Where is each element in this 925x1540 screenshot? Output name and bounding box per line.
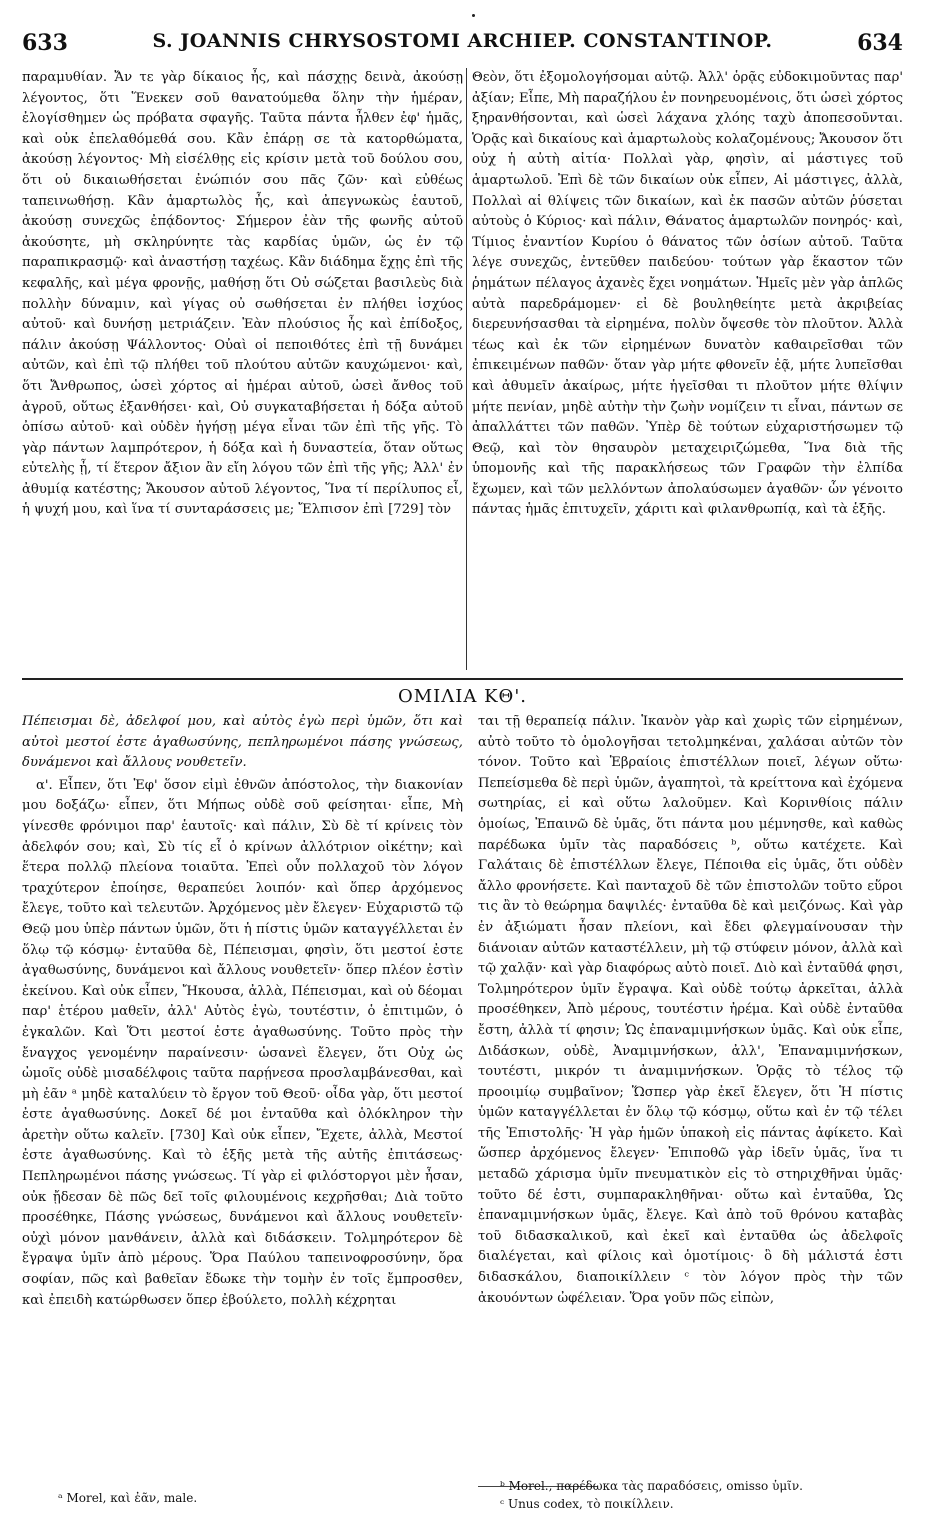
column-upper-right-text: Θεὸν, ὅτι ἐξομολογήσομαι αὐτῷ. Ἀλλ' ὁρᾷς εὐδοκιμοῦντας παρ' ἀξίαν; Εἶπε, Μὴ παραζήλου ἐν πονηρευομένοις, ὅτι ὡσεὶ χόρτος ξηρανθήσονται, καὶ ὡσεὶ λάχανα χλόης ταχὺ ἀποπεσοῦνται. Ὁρᾷς καὶ δικαίους καὶ ἁμαρτωλοὺς κολαζομένους; Ἄκουσον ὅτι οὐχ ἡ αὐτὴ αἰτία· Πολλαὶ γὰρ, φησὶν, αἱ μάστιγες τοῦ ἁμαρτωλοῦ. Ἐπὶ δὲ τῶν δικαίων οὐκ εἶπεν, Αἱ μάστιγες, ἀλλὰ, Πολλαὶ αἱ θλίψεις τῶν δικαίων, καὶ ἐκ πασῶν αὐτῶν ῥύσεται αὐτοὺς ὁ Κύριος· καὶ πάλιν, Θάνατος ἁμαρτωλῶν πονηρός· καὶ, Τίμιος ἐναντίον Κυρίου ὁ θάνατος τῶν ὁσίων αὐτοῦ. Ταῦτα λέγε συνεχῶς, ἐντεῦθεν παιδεύου· τούτων γὰρ ἕκαστον τῶν ῥημάτων πέλαγος ἀχανὲς ἔχει νοημάτων. Ἡμεῖς μὲν γὰρ ἁπλῶς αὐτὰ παρεδράμομεν· εἰ δὲ βουληθείητε μετὰ ἀκριβείας διερευνήσασθαι τὰ εἰρημένα, πολὺν ὄψεσθε τὸν πλοῦτον. Ἀλλὰ τέως καὶ ἐκ τῶν εἰρημένων δυνατὸν καθαιρεῖσθαι τῶν ἐπικειμένων παθῶν· ὅταν γὰρ μήτε φθονεῖν ἐᾷ, μήτε λυπεῖσθαι καὶ ἀθυμεῖν ἀκαίρως, μήτε ἡγεῖσθαι τι πλοῦτον μήτε θλίψιν μήτε πενίαν, μηδὲ αὐτὴν τὴν ζωὴν νομίζειν τι εἶναι, πάντων σε ἀπαλλάττει τῶν παθῶν. Ὑπὲρ δὲ τούτων εὐχαριστήσωμεν τῷ Θεῷ, καὶ τὸν θησαυρὸν μεταχειριζώμεθα, Ἵνα διὰ τῆς ὑπομονῆς καὶ τῆς παρακλήσεως τῶν Γραφῶν τὴν ἐλπίδα ἔχωμεν, καὶ τῶν μελλόντων ἀπολαύσωμεν ἀγαθῶν· ὧν γένοιτο πάντας ἡμᾶς ἐπιτυχεῖν, χάριτι καὶ φιλανθρωπίᾳ, καὶ τὰ ἑξῆς.: [472, 70, 903, 518]
column-lower-right: [478, 712, 903, 1484]
column-lower-right-text: ται τῇ θεραπείᾳ πάλιν. Ἱκανὸν γὰρ καὶ χωρὶς τῶν εἰρημένων, αὐτὸ τοῦτο τὸ ὁμολογῆσαι τετολμηκέναι, χαλάσαι αὐτῶν τὸν τόνον. Τοῦτο καὶ Ἑβραίοις ἐπιστέλλων ποιεῖ, λέγων οὕτω· Πεπείσμεθα δὲ περὶ ὑμῶν, ἀγαπητοὶ, τὰ κρείττονα καὶ ἐχόμενα σωτηρίας, εἰ καὶ οὕτω λαλοῦμεν. Καὶ Κορινθίοις πάλιν ὁμοίως, Ἐπαινῶ δὲ ὑμᾶς, ὅτι πάντα μου μέμνησθε, καὶ καθὼς παρέδωκα ὑμῖν τὰς παραδόσεις ᵇ, οὕτω κατέχετε. Καὶ Γαλάταις δὲ ἐπιστέλλων ἔλεγε, Πέποιθα εἰς ὑμᾶς, ὅτι οὐδὲν ἄλλο φρονήσετε. Καὶ πανταχοῦ δὲ τῶν ἐπιστολῶν τοῦτο εὕροι τις ἂν τὸ θεώρημα δαψιλές· ἐνταῦθα δὲ καὶ μειζόνως. Καὶ γὰρ ἐν ἀξιώματι ἦσαν πλείονι, καὶ ἔδει φλεγμαίνουσαν τὴν διάνοιαν αὐτῶν καταστέλλειν, μὴ τῷ στύφειν μόνον, ἀλλὰ καὶ τῷ χαλᾷν· καὶ γὰρ διαφόρως αὐτὸ ποιεῖ. Διὸ καὶ ἐνταῦθά φησι, Τολμηρότερον ὑμῖν ἔγραψα. Καὶ οὐδὲ τούτῳ ἀρκεῖται, ἀλλὰ προσέθηκεν, Ἀπὸ μέρους, τουτέστιν ἠρέμα. Καὶ οὐδὲ ἐνταῦθα ἔστη, ἀλλὰ τί φησιν; Ὡς ἐπαναμιμνήσκων ὑμᾶς. Καὶ οὐκ εἶπε, Διδάσκων, οὐδὲ, Ἀναμιμνήσκων, ἀλλ', Ἐπαναμιμνήσκων, τουτέστι, μικρόν τι ἀναμιμνήσκων. Ὁρᾷς τὸ τέλος τῷ προοιμίῳ συμβαῖνον; Ὥσπερ γὰρ ἐκεῖ ἔλεγεν, ὅτι Ἡ πίστις ὑμῶν καταγγέλλεται ἐν ὅλῳ τῷ κόσμῳ, οὕτω καὶ ἐν τῷ τέλει τῆς Ἐπιστολῆς· Ἡ γὰρ ἡμῶν ὑπακοὴ εἰς πάντας ἀφίκετο. Καὶ ὥσπερ ἀρχόμενος ἔλεγεν· Ἐπιποθῶ γὰρ ἰδεῖν ὑμᾶς, ἵνα τι μεταδῶ χάρισμα ὑμῖν πνευματικὸν εἰς τὸ στηριχθῆναι ὑμᾶς· τοῦτο δέ ἐστι, συμπαρακληθῆναι· οὕτω καὶ ἐνταῦθα, Ὡς ἐπαναμιμνήσκων ὑμᾶς, ἔλεγε. Καὶ ἀπὸ τοῦ θρόνου καταβὰς τοῦ διδασκαλικοῦ, καὶ ἐκεῖ καὶ ἐνταῦθα ὡς ἀδελφοῖς διαλέγεται, καὶ φίλοις καὶ ὁμοτίμοις· ὃ δὴ μάλιστά ἐστι διδασκάλου, διαποικίλλειν ᶜ τὸν λόγον πρὸς τὴν τῶν ἀκουόντων ὠφέλειαν. Ὅρα γοῦν πῶς εἰπὼν,: [478, 714, 903, 1306]
footnote-b: ᵇ Morel., παρέδωκα τὰς παραδόσεις, omisso ὑμῖν.: [500, 1479, 803, 1493]
column-upper-left: [22, 68, 463, 668]
footnote-a: ᵃ Morel, καὶ ἐᾶν, male.: [58, 1491, 198, 1505]
lemma-text: Πέπεισμαι δὲ, ἀδελφοί μου, καὶ αὐτὸς ἐγὼ περὶ ὑμῶν, ὅτι καὶ αὐτοὶ μεστοί ἐστε ἀγαθωσύνης, πεπληρωμένοι πάσης γνώσεως, δυνάμενοι καὶ ἄλλους νουθετεῖν.: [22, 714, 463, 771]
page-number-right: 634: [857, 30, 903, 56]
column-upper-left-text: παραμυθίαν. Ἄν τε γὰρ δίκαιος ἦς, καὶ πάσχῃς δεινὰ, ἀκούσῃ λέγοντος, ὅτι Ἕνεκεν σοῦ θανατούμεθα ὅλην τὴν ἡμέραν, ἐλογίσθημεν ὡς πρόβατα σφαγῆς. Ταῦτα πάντα ἦλθεν ἐφ' ἡμᾶς, καὶ οὐκ ἐπελαθόμεθά σου. Κἂν ἐπάρῃ σε τὰ κατορθώματα, ἀκούσῃ λέγοντος· Μὴ εἰσέλθῃς εἰς κρίσιν μετὰ τοῦ δούλου σου, ὅτι οὐ δικαιωθήσεται ἐνώπιόν σου πᾶς ζῶν· καὶ εὐθέως ταπεινωθήσῃ. Κἂν ἁμαρτωλὸς ἦς, καὶ ἀπεγνωκὼς ἑαυτοῦ, ἀκούσῃ συνεχῶς ἐπᾴδοντος· Σήμερον ἐὰν τῆς φωνῆς αὐτοῦ ἀκούσητε, μὴ σκληρύνητε τὰς καρδίας ὑμῶν, ὡς ἐν τῷ παραπικρασμῷ· καὶ ἀναστήσῃ ταχέως. Κἂν διάδημα ἔχῃς ἐπὶ τῆς κεφαλῆς, καὶ μέγα φρονῇς, μαθήσῃ ὅτι Οὐ σώζεται βασιλεὺς διὰ πολλὴν δύναμιν, καὶ γίγας οὐ σωθήσεται ἐν πλήθει ἰσχύος αὐτοῦ· καὶ δυνήσῃ μετριάζειν. Ἐὰν πλούσιος ἦς καὶ ἐπίδοξος, πάλιν ἀκούσῃ Ψάλλοντος· Οὐαὶ οἱ πεποιθότες ἐπὶ τῇ δυνάμει αὐτῶν, καὶ ἐπὶ τῷ πλήθει τοῦ πλούτου αὐτῶν καυχώμενοι· καὶ, ὅτι Ἄνθρωπος, ὡσεὶ χόρτος αἱ ἡμέραι αὐτοῦ, ὡσεὶ ἄνθος τοῦ ἀγροῦ, οὕτως ἐξανθήσει· καὶ, Οὐ συγκαταβήσεται ἡ δόξα αὐτοῦ ὀπίσω αὐτοῦ· καὶ οὐδὲν ἡγήσῃ μέγα εἶναι τῶν ἐπὶ τῆς γῆς. Τὸ γὰρ πάντων λαμπρότερον, ἡ δόξα καὶ ἡ δυναστεία, ὅταν οὕτως εὐτελὴς ᾖ, τί ἕτερον ἄξιον ἂν εἴη λόγου τῶν ἐπὶ τῆς γῆς; Ἀλλ' ἐν ἀθυμίᾳ κατέστης; Ἄκουσον αὐτοῦ λέγοντος, Ἵνα τί περίλυπος εἶ, ἡ ψυχή μου, καὶ ἵνα τί συνταράσσεις με; Ἔλπισον ἐπὶ [729] τὸν: [22, 70, 463, 518]
footnote-c: ᶜ Unus codex, τὸ ποικίλλειν.: [500, 1497, 674, 1511]
column-lower-left: [22, 712, 463, 1484]
column-upper-right: [472, 68, 903, 668]
running-title: S. JOANNIS CHRYSOSTOMI ARCHIEP. CONSTANTINOP.: [152, 30, 773, 52]
printer-dot: [472, 14, 475, 17]
column-divider: [466, 68, 467, 670]
page-number-left: 633: [22, 30, 68, 56]
page-header: [22, 30, 903, 60]
homily-heading: ΟΜΙΛΙΑ ΚΘ'.: [397, 686, 527, 707]
column-lower-left-text: α'. Εἶπεν, ὅτι Ἐφ' ὅσον εἰμὶ ἐθνῶν ἀπόστολος, τὴν διακονίαν μου δοξάζω· εἶπεν, ὅτι Μήπως οὐδὲ σοῦ φείσηται· εἶπε, Μὴ γίνεσθε φρόνιμοι παρ' ἑαυτοῖς· καὶ πάλιν, Σὺ δὲ τί κρίνεις τὸν ἀδελφόν σου; καὶ, Σὺ τίς εἶ ὁ κρίνων ἀλλότριον οἰκέτην; καὶ ἕτερα πολλῷ πλείονα τοιαῦτα. Ἐπεὶ οὖν πολλαχοῦ τὸν λόγον τραχύτερον ἐποίησε, θεραπεύει λοιπόν· καὶ ὅπερ ἀρχόμενος ἔλεγε, τοῦτο καὶ τελευτῶν. Ἀρχόμενος μὲν ἔλεγεν· Εὐχαριστῶ τῷ Θεῷ μου ὑπὲρ πάντων ὑμῶν, ὅτι ἡ πίστις ὑμῶν καταγγέλλεται ἐν ὅλῳ τῷ κόσμῳ· ἐνταῦθα δὲ, Πέπεισμαι, φησὶν, ὅτι μεστοί ἐστε ἀγαθωσύνης, δυνάμενοι καὶ ἄλλους νουθετεῖν· ὅπερ πλέον ἐστὶν ἐκείνου. Καὶ οὐκ εἶπεν, Ἤκουσα, ἀλλὰ, Πέπεισμαι, καὶ οὐ δέομαι παρ' ἑτέρου μαθεῖν, ἀλλ' Αὐτὸς ἐγὼ, τουτέστιν, ὁ ἐπιτιμῶν, ὁ ἐγκαλῶν. Καὶ Ὅτι μεστοί ἐστε ἀγαθωσύνης. Τοῦτο πρὸς τὴν ἔναγχος γενομένην παραίνεσιν· ὡσανεὶ ἔλεγεν, ὅτι Οὐχ ὡς ὠμοῖς οὐδὲ μισαδέλφοις ταῦτα παρῄνεσα προσλαμβάνεσθαι, καὶ μὴ ἐᾶν ᵃ μηδὲ καταλύειν τὸ ἔργον τοῦ Θεοῦ· οἶδα γὰρ, ὅτι μεστοί ἐστε ἀγαθωσύνης. Δοκεῖ δέ μοι ἐνταῦθα καὶ ὁλόκληρον τὴν ἀρετὴν οὕτω καλεῖν. [730] Καὶ οὐκ εἶπεν, Ἔχετε, ἀλλὰ, Μεστοί ἐστε ἀγαθωσύνης. Καὶ τὸ ἑξῆς μετὰ τῆς αὐτῆς ἐπιτάσεως· Πεπληρωμένοι πάσης γνώσεως. Τί γὰρ εἰ φιλόστοργοι μὲν ἦσαν, οὐκ ᾔδεσαν δὲ πῶς δεῖ τοῖς φιλουμένοις κεχρῆσθαι; Διὰ τοῦτο προσέθηκε, Πάσης γνώσεως, δυνάμενοι καὶ ἄλλους νουθετεῖν· οὐχὶ μόνον μανθάνειν, ἀλλὰ καὶ διδάσκειν. Τολμηρότερον δὲ ἔγραψα ὑμῖν ἀπὸ μέρους. Ὅρα Παύλου ταπεινοφροσύνην, ὅρα σοφίαν, πῶς καὶ βαθεῖαν ἔδωκε τὴν τομὴν ἐν τοῖς ἔμπροσθεν, καὶ ἐπειδὴ κατώρθωσεν ὅπερ ἐβούλετο, πολλὴ κέχρηται: [22, 777, 463, 1308]
section-rule: [22, 678, 903, 680]
